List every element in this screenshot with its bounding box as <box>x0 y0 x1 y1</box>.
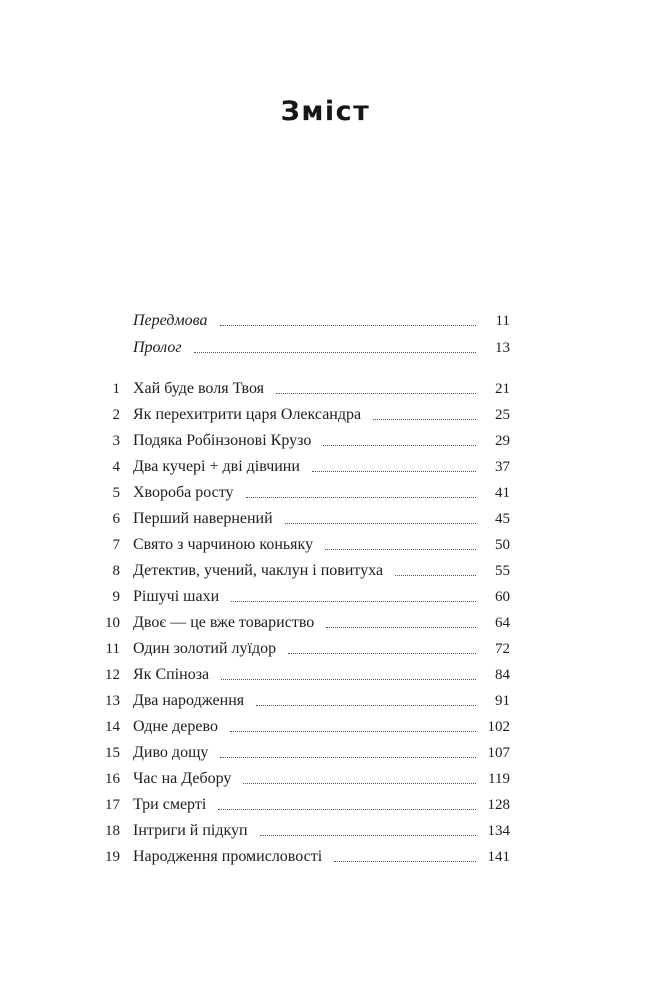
toc-entry-page: 41 <box>495 485 510 501</box>
toc-entry-title: Один золотий луїдор <box>133 640 277 657</box>
toc-entry-title: Інтриги й підкуп <box>133 822 248 839</box>
toc-entry-chapter[interactable] <box>96 766 510 792</box>
toc-entry-title: Перший навернений <box>133 510 273 527</box>
toc-entry-title: Як Спіноза <box>133 666 210 683</box>
toc-entry-number: 11 <box>105 641 120 657</box>
toc-entry-chapter[interactable] <box>96 428 510 454</box>
toc-entry-title: Диво дощу <box>133 744 209 761</box>
toc-entry-number: 15 <box>105 745 120 761</box>
toc-entry-page: 29 <box>495 433 510 449</box>
dot-leader <box>334 861 476 862</box>
toc-entry-title: Народження промисловості <box>133 848 323 865</box>
toc-entry-page: 102 <box>487 719 510 735</box>
toc-entry-chapter[interactable] <box>96 636 510 662</box>
toc-entry-title: Два народження <box>133 692 245 709</box>
toc-entry-chapter[interactable] <box>96 714 510 740</box>
toc-entry-chapter[interactable] <box>96 688 510 714</box>
toc-entry-chapter[interactable] <box>96 454 510 480</box>
dot-leader <box>256 705 476 706</box>
toc-entry-foreword[interactable] <box>96 308 510 334</box>
toc-entry-title: Одне дерево <box>133 718 218 735</box>
toc-entry-number: 1 <box>112 381 120 397</box>
toc-entry-title: Детектив, учений, чаклун і повитуха <box>133 562 384 579</box>
toc-entry-page: 141 <box>487 849 510 865</box>
toc-entry-chapter[interactable] <box>96 584 510 610</box>
toc-entry-chapter[interactable] <box>96 506 510 532</box>
toc-entry-page: 72 <box>495 641 510 657</box>
toc-entry-number: 7 <box>112 537 120 553</box>
toc-entry-page: 134 <box>487 823 510 839</box>
toc-entry-number: 9 <box>112 589 120 605</box>
toc-entry-page: 64 <box>495 615 510 631</box>
toc-entry-chapter[interactable] <box>96 376 510 402</box>
dot-leader <box>194 352 476 353</box>
toc-entry-title: Час на Дебору <box>133 770 232 787</box>
toc-entry-chapter[interactable] <box>96 610 510 636</box>
dot-leader <box>243 783 476 784</box>
toc-entry-number: 10 <box>105 615 120 631</box>
dot-leader <box>231 601 476 602</box>
toc-entry-chapter[interactable] <box>96 792 510 818</box>
toc-entry-title: Рішучі шахи <box>133 588 220 605</box>
toc-entry-chapter[interactable] <box>96 480 510 506</box>
toc-entry-number: 14 <box>105 719 120 735</box>
toc-entry-page: 50 <box>495 537 510 553</box>
toc-entry-page: 11 <box>495 313 510 329</box>
toc-entry-number: 17 <box>105 797 120 813</box>
toc-entry-number: 5 <box>112 485 120 501</box>
toc-entry-title: Двоє — це вже товариство <box>133 614 315 631</box>
toc-entry-number: 2 <box>112 407 120 423</box>
toc-entry-page: 91 <box>495 693 510 709</box>
toc-entry-number: 16 <box>105 771 120 787</box>
dot-leader <box>246 497 476 498</box>
toc-entry-page: 25 <box>495 407 510 423</box>
toc-entry-chapter[interactable] <box>96 662 510 688</box>
dot-leader <box>288 653 476 654</box>
toc-entry-number: 3 <box>112 433 120 449</box>
toc-entry-number: 8 <box>112 563 120 579</box>
toc-entry-title: Свято з чарчиною коньяку <box>133 536 314 553</box>
dot-leader <box>218 809 476 810</box>
dot-leader <box>230 731 476 732</box>
toc-entry-number: 13 <box>105 693 120 709</box>
toc-entry-title: Подяка Робінзонові Крузо <box>133 432 312 449</box>
toc-entry-title: Передмова <box>133 312 208 329</box>
toc-entry-number: 12 <box>105 667 120 683</box>
toc-entry-title: Хвороба росту <box>133 484 234 501</box>
dot-leader <box>395 575 476 576</box>
toc-entry-page: 84 <box>495 667 510 683</box>
dot-leader <box>323 445 476 446</box>
toc-entry-page: 13 <box>495 340 510 356</box>
toc-entry-page: 37 <box>495 459 510 475</box>
toc-entry-title: Три смерті <box>133 796 207 813</box>
dot-leader <box>260 835 476 836</box>
toc-entry-page: 119 <box>488 771 510 787</box>
toc-entry-chapter[interactable] <box>96 818 510 844</box>
toc-entry-title: Як перехитрити царя Олександра <box>133 406 362 423</box>
dot-leader <box>285 523 476 524</box>
toc-entry-page: 21 <box>495 381 510 397</box>
toc-entry-chapter[interactable] <box>96 740 510 766</box>
dot-leader <box>325 549 476 550</box>
toc-entry-chapter[interactable] <box>96 844 510 870</box>
toc-entry-number: 19 <box>105 849 120 865</box>
toc-entry-title: Два кучері + дві дівчини <box>133 458 300 475</box>
toc-entry-page: 55 <box>495 563 510 579</box>
page-title: Зміст <box>280 96 371 127</box>
toc-entry-chapter[interactable] <box>96 532 510 558</box>
dot-leader <box>220 757 476 758</box>
toc-entry-number: 4 <box>112 459 120 475</box>
toc-entry-prologue[interactable] <box>96 335 510 361</box>
toc-entry-page: 128 <box>487 797 510 813</box>
toc-entry-chapter[interactable] <box>96 402 510 428</box>
dot-leader <box>312 471 476 472</box>
toc-entry-number: 18 <box>105 823 120 839</box>
dot-leader <box>373 419 476 420</box>
toc-entry-title: Хай буде воля Твоя <box>133 380 265 397</box>
dot-leader <box>276 393 476 394</box>
dot-leader <box>221 679 476 680</box>
toc-entry-chapter[interactable] <box>96 558 510 584</box>
toc-entry-page: 60 <box>495 589 510 605</box>
dot-leader <box>220 325 477 326</box>
toc-entry-page: 107 <box>487 745 510 761</box>
toc-entry-number: 6 <box>112 511 120 527</box>
toc-entry-page: 45 <box>495 511 510 527</box>
toc-entry-title: Пролог <box>133 339 182 356</box>
dot-leader <box>326 627 476 628</box>
